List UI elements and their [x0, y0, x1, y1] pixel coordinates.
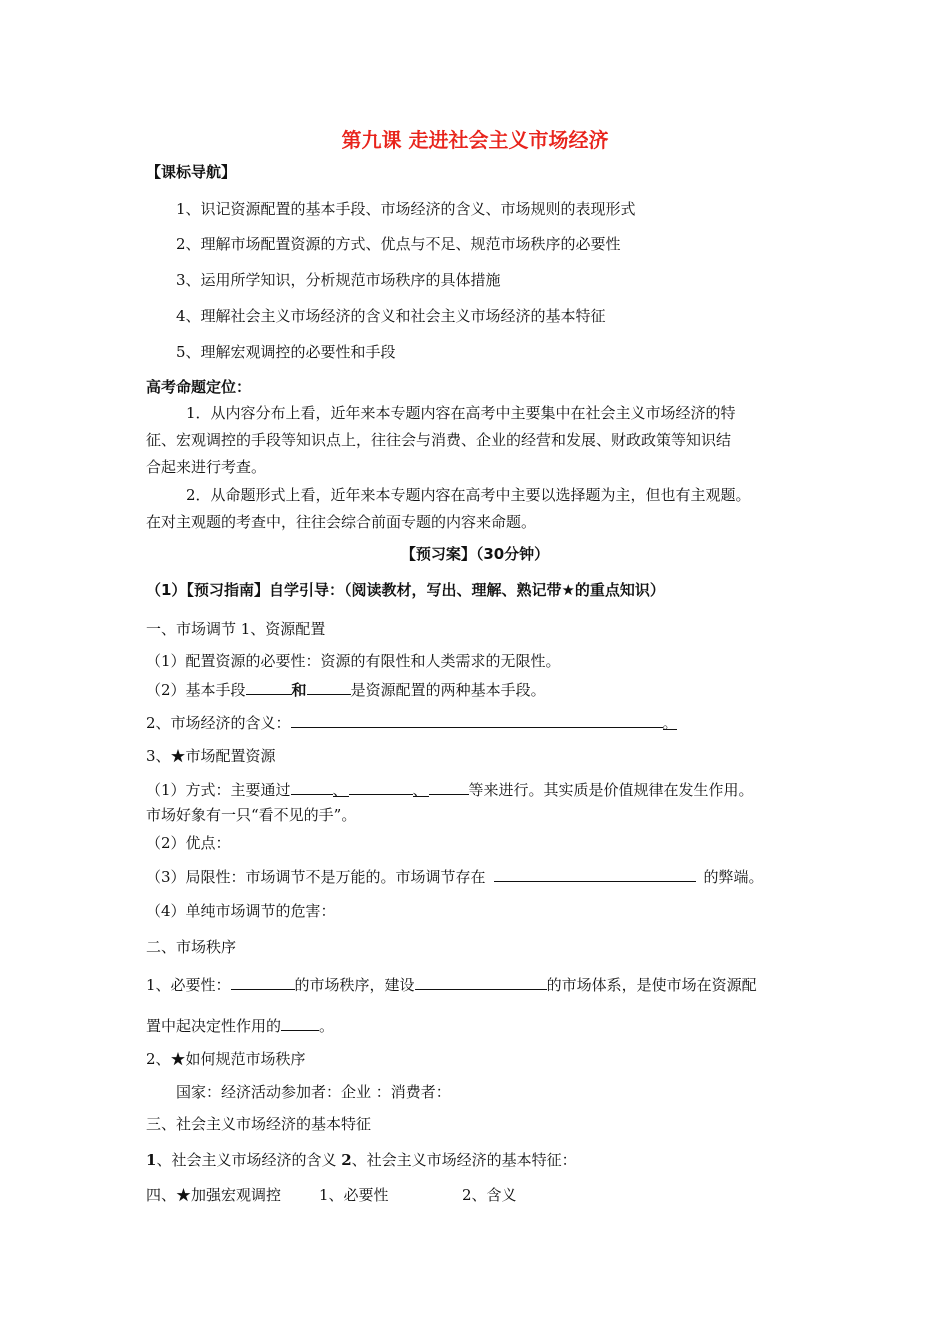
- preview-guide: （1）【预习指南】自学引导：（阅读教材，写出、理解、熟记带★的重点知识）: [146, 581, 665, 599]
- advantages-line: （2）优点：: [146, 834, 231, 852]
- participants-line: 国家：经济活动参加者：企业 ：消费者：: [176, 1083, 451, 1101]
- market-economy-meaning: 2、市场经济的含义： 。: [146, 711, 677, 733]
- section-market-regulation: 一、市场调节 1、资源配置: [146, 620, 326, 638]
- page-title: 第九课 走进社会主义市场经济: [341, 128, 609, 152]
- necessity-line: 1、必要性： 的市场秩序，建设 的市场体系，是使市场在资源配: [146, 973, 757, 995]
- fill-blank[interactable]: [349, 778, 413, 795]
- exam-paragraph-line: 1．从内容分布上看，近年来本专题内容在高考中主要集中在社会主义市场经济的特: [186, 404, 736, 422]
- fill-blank[interactable]: [415, 973, 547, 990]
- fill-blank[interactable]: [494, 865, 696, 882]
- guide-item: 3、运用所学知识，分析规范市场秩序的具体措施: [176, 271, 501, 289]
- method-line: （1）方式：主要通过 、 、 等来进行。其实质是价值规律在发生作用。: [146, 778, 754, 800]
- macro-necessity: 1、必要性: [319, 1186, 389, 1204]
- limitations-line: （3）局限性：市场调节不是万能的。市场调节存在 的弊端。: [146, 865, 764, 887]
- market-allocation-heading: 3、★市场配置资源: [146, 747, 276, 765]
- exam-paragraph-line: 征、宏观调控的手段等知识点上，往往会与消费、企业的经营和发展、财政政策等知识结: [146, 431, 732, 449]
- guide-item: 1、识记资源配置的基本手段、市场经济的含义、市场规则的表现形式: [176, 200, 636, 218]
- fill-blank[interactable]: [429, 778, 469, 795]
- preview-heading: 【预习案】（30分钟）: [400, 545, 550, 563]
- harm-line: （4）单纯市场调节的危害：: [146, 902, 336, 920]
- macro-meaning: 2、含义: [462, 1186, 517, 1204]
- guide-item: 2、理解市场配置资源的方式、优点与不足、规范市场秩序的必要性: [176, 235, 621, 253]
- section-market-order: 二、市场秩序: [146, 938, 237, 956]
- fill-blank[interactable]: [291, 778, 333, 795]
- fill-blank[interactable]: [231, 973, 295, 990]
- invisible-hand-line: 市场好象有一只“看不见的手”。: [146, 806, 357, 824]
- exam-heading: 高考命题定位：: [146, 378, 252, 396]
- guide-item: 5、理解宏观调控的必要性和手段: [176, 343, 396, 361]
- exam-paragraph-line: 合起来进行考查。: [146, 458, 267, 476]
- fill-blank[interactable]: [246, 678, 292, 695]
- basic-means: （2）基本手段 和 是资源配置的两种基本手段。: [146, 678, 546, 700]
- resource-necessity: （1）配置资源的必要性：资源的有限性和人类需求的无限性。: [146, 652, 561, 670]
- fill-blank[interactable]: [291, 711, 663, 728]
- guide-item: 4、理解社会主义市场经济的含义和社会主义市场经济的基本特征: [176, 307, 606, 325]
- fill-blank[interactable]: [281, 1014, 319, 1031]
- features-line: 1、社会主义市场经济的含义 2、社会主义市场经济的基本特征：: [146, 1151, 577, 1169]
- fill-blank[interactable]: [307, 678, 351, 695]
- necessity-line-cont: 置中起决定性作用的 。: [146, 1014, 334, 1036]
- exam-paragraph-line: 在对主观题的考查中，往往会综合前面专题的内容来命题。: [146, 513, 537, 531]
- guide-heading: 【课标导航】: [146, 163, 237, 181]
- section-basic-features: 三、社会主义市场经济的基本特征: [146, 1115, 372, 1133]
- regulate-order-heading: 2、★如何规范市场秩序: [146, 1050, 306, 1068]
- exam-paragraph-line: 2．从命题形式上看，近年来本专题内容在高考中主要以选择题为主，但也有主观题。: [186, 486, 751, 504]
- section-macro-control: 四、★加强宏观调控: [146, 1186, 282, 1204]
